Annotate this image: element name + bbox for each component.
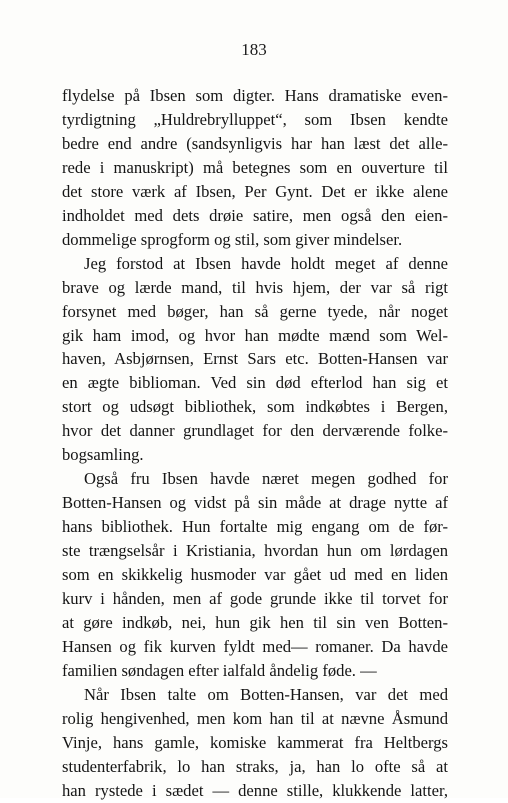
text-line: Når Ibsen talte om Botten-Hansen, var det med	[84, 684, 448, 704]
page-number: 183	[241, 40, 267, 59]
text-line: brave og lærde mand, til hvis hjem, der var så rigt	[62, 277, 448, 297]
text-line: Vinje, hans gamle, komiske kammerat fra Heltbergs	[62, 732, 448, 752]
text-line: tyrdigtning „Huldrebrylluppet“, som Ibsen kendte	[62, 109, 448, 129]
text-line: forsynet med bøger, han så gerne tyede, når noget	[62, 301, 448, 321]
text-line: rolig hengivenhed, men kom han til at nævne Åsmund	[62, 708, 448, 728]
text-line: det store værk af Ibsen, Per Gynt. Det er ikke alene	[62, 181, 448, 201]
text-line: ste trængselsår i Kristiania, hvordan hun om lørdagen	[62, 541, 448, 561]
paragraph	[62, 467, 448, 683]
text-line: dommelige sprogform og stil, som giver mindelser.	[62, 229, 403, 249]
text-line: som en skikkelig husmoder var gået ud med en liden	[62, 565, 448, 585]
text-line: stort og udsøgt bibliothek, som indkøbtes i Bergen,	[62, 397, 448, 417]
text-line: haven, Asbjørnsen, Ernst Sars etc. Botten-Hansen var	[62, 349, 448, 369]
text-line: Hansen og fik kurven fyldt med— romaner. Da havde	[62, 636, 448, 656]
text-line: hvor det danner grundlaget for den derværende folke-	[62, 421, 448, 441]
text-line: Botten-Hansen og vidst på sin måde at drage nytte af	[62, 493, 448, 513]
text-line: studenterfabrik, lo han straks, ja, han lo ofte så at	[62, 756, 448, 776]
text-line: en ægte biblioman. Ved sin død efterlod han sig et	[62, 373, 448, 393]
text-line: bedre end andre (sandsynligvis har han læst det alle-	[62, 133, 448, 153]
text-line: rede i manuskript) må betegnes som en ouverture til	[62, 157, 448, 177]
text-line: Også fru Ibsen havde næret megen godhed for	[84, 469, 448, 489]
paragraph	[62, 683, 448, 803]
paragraph	[62, 252, 448, 468]
text-line: han rystede i sædet — denne stille, klukkende latter,	[62, 780, 448, 800]
paragraph	[62, 84, 448, 252]
text-line: flydelse på Ibsen som digter. Hans dramatiske even-	[62, 86, 448, 105]
text-line: at gøre indkøb, nei, hun gik hen til sin ven Botten-	[62, 612, 448, 632]
text-line: Jeg forstod at Ibsen havde holdt meget af denne	[84, 253, 448, 273]
text-line: familien søndagen efter ialfald åndelig føde. —	[62, 660, 377, 680]
text-line: bogsamling.	[62, 445, 144, 465]
text-line: hans bibliothek. Hun fortalte mig engang om de før-	[62, 517, 448, 537]
body-text	[62, 84, 448, 803]
text-line: indholdet med dets drøie satire, men også den eien-	[62, 205, 448, 225]
text-line: kurv i hånden, men af gode grunde ikke til torvet for	[62, 589, 448, 609]
text-line: gik ham imod, og hvor han mødte mænd som Wel-	[62, 325, 448, 345]
